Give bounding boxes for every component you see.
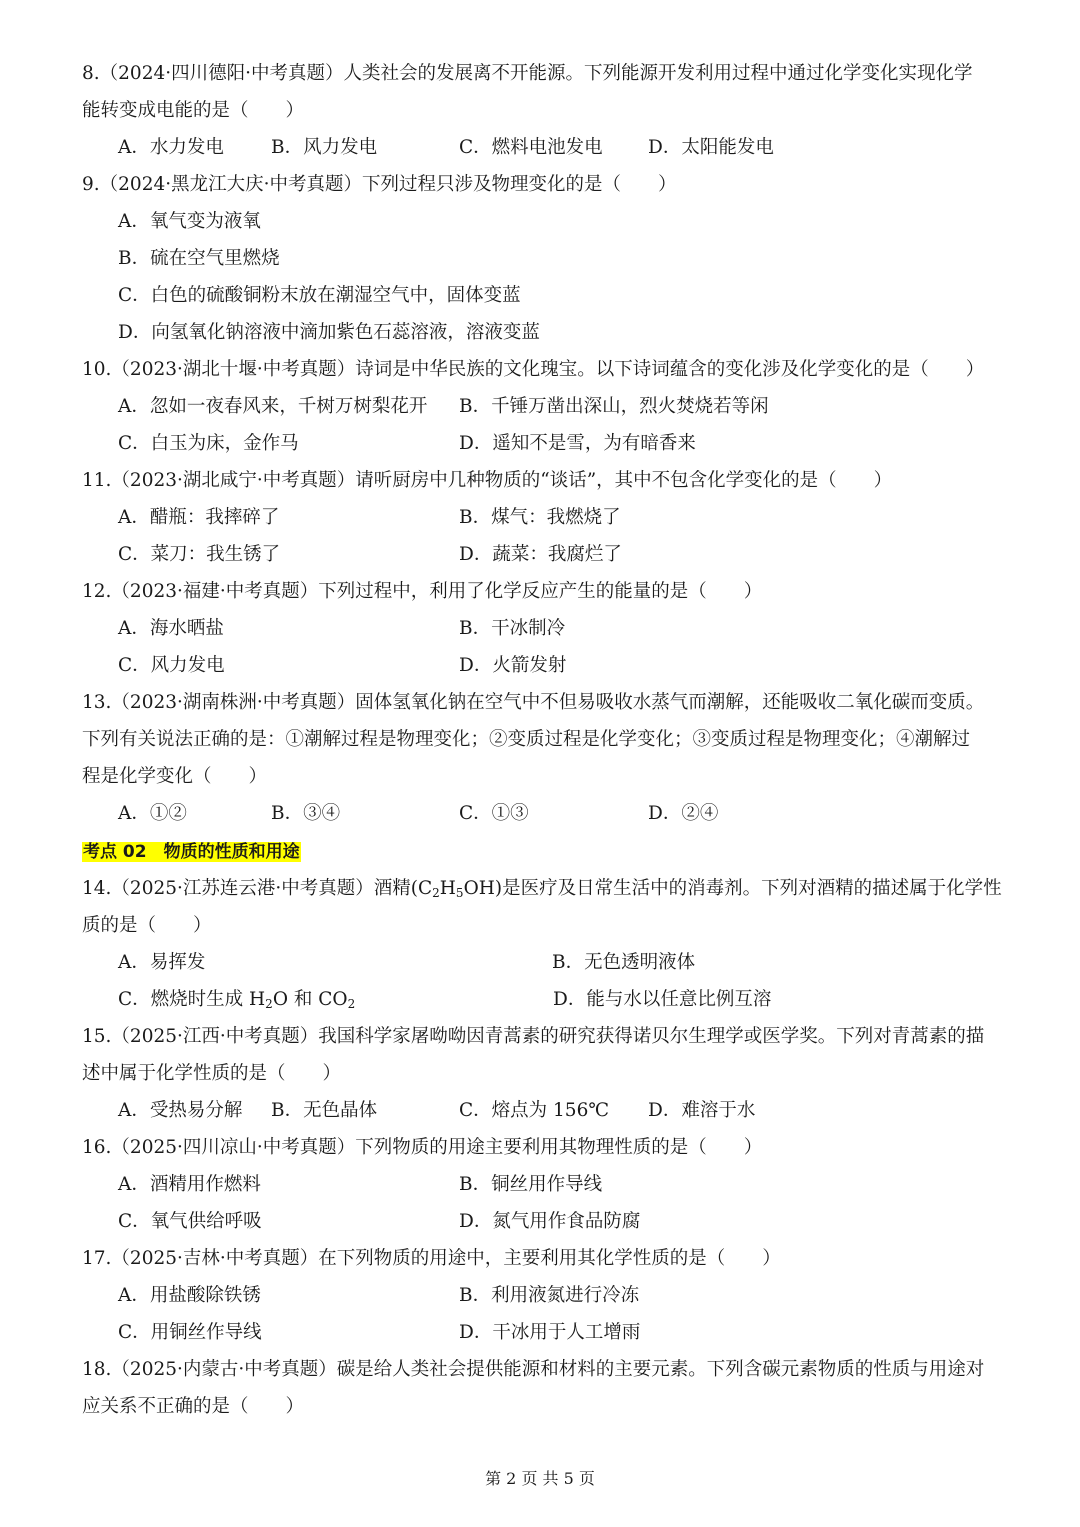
q13-option-b: B．③④ [271,803,341,824]
q12-option-d: D．火箭发射 [459,655,567,676]
q14-stem-line1 [82,877,1002,901]
q10-option-d: D．遥知不是雪，为有暗香来 [459,433,696,454]
q10-stem: 10.（2023·湖北十堰·中考真题）诗词是中华民族的文化瑰宝。以下诗词蕴含的变化涉及化学变化的是（ ） [82,359,985,380]
q16-option-b: B．铜丝用作导线 [459,1174,603,1195]
q8-option-c: C．燃料电池发电 [459,137,603,158]
q9-option-d: D．向氢氧化钠溶液中滴加紫色石蕊溶液，溶液变蓝 [118,322,540,343]
q11-option-a: A．醋瓶：我摔碎了 [118,507,280,528]
q17-stem: 17.（2025·吉林·中考真题）在下列物质的用途中，主要利用其化学性质的是（ ） [82,1248,781,1269]
q13-stem-line2: 下列有关说法正确的是：①潮解过程是物理变化；②变质过程是化学变化；③变质过程是物理变化；④潮解过 [82,729,971,750]
q14-option-c-sub-2: 2 [347,997,356,1011]
q14-option-c-text-b: O 和 CO [272,989,348,1010]
q14-text-b: H [439,878,456,899]
q17-option-c: C．用铜丝作导线 [118,1322,262,1343]
q11-stem: 11.（2023·湖北咸宁·中考真题）请听厨房中几种物质的“谈话”，其中不包含化学变化的是（ ） [82,470,893,491]
q9-option-c: C．白色的硫酸铜粉末放在潮湿空气中，固体变蓝 [118,285,521,306]
q14-sub-2: 5 [455,886,464,900]
q13-stem-line3: 程是化学变化（ ） [82,766,268,787]
q12-option-a: A．海水晒盐 [118,618,224,639]
q8-option-a: A．水力发电 [118,137,224,158]
q9-stem: 9.（2024·黑龙江大庆·中考真题）下列过程只涉及物理变化的是（ ） [82,174,677,195]
q14-text-c: OH)是医疗及日常生活中的消毒剂。下列对酒精的描述属于化学性 [463,878,1002,899]
q11-option-c: C．菜刀：我生锈了 [118,544,281,565]
q14-option-d: D．能与水以任意比例互溶 [553,989,772,1010]
q17-option-b: B．利用液氮进行冷冻 [459,1285,640,1306]
q14-option-b: B．无色透明液体 [552,952,696,973]
q12-stem: 12.（2023·福建·中考真题）下列过程中，利用了化学反应产生的能量的是（ ） [82,581,763,602]
q16-stem: 16.（2025·四川凉山·中考真题）下列物质的用途主要利用其物理性质的是（ ） [82,1137,763,1158]
q13-stem-line1: 13.（2023·湖南株洲·中考真题）固体氢氧化钠在空气中不但易吸收水蒸气而潮解，还能吸收二氧化碳而变质。 [82,692,985,713]
q15-stem-line2: 述中属于化学性质的是（ ） [82,1063,342,1084]
q18-stem-line1: 18.（2025·内蒙古·中考真题）碳是给人类社会提供能源和材料的主要元素。下列含碳元素物质的性质与用途对 [82,1359,985,1380]
q14-option-c-sub-1: 2 [265,997,273,1011]
q15-option-a: A．受热易分解 [118,1100,243,1121]
q14-option-a: A．易挥发 [118,952,206,973]
q17-option-a: A．用盐酸除铁锈 [118,1285,261,1306]
q14-text-a: 14.（2025·江苏连云港·中考真题）酒精(C [82,878,433,899]
q8-stem-line1: 8.（2024·四川德阳·中考真题）人类社会的发展离不开能源。下列能源开发利用过程中通过化学变化实现化学 [82,63,973,84]
section-heading [82,840,301,864]
q8-stem-line2: 能转变成电能的是（ ） [82,100,305,121]
q17-option-d: D．干冰用于人工增雨 [459,1322,641,1343]
q9-option-b: B．硫在空气里燃烧 [118,248,280,269]
q15-option-b: B．无色晶体 [271,1100,378,1121]
q16-option-a: A．酒精用作燃料 [118,1174,261,1195]
q14-sub-1: 2 [432,886,440,900]
q13-option-a: A．①② [118,803,187,824]
q14-option-c [118,988,355,1012]
page-footer: 第 2 页 共 5 页 [485,1469,595,1488]
q15-option-c: C．熔点为 156℃ [459,1100,610,1121]
q11-option-d: D．蔬菜：我腐烂了 [459,544,622,565]
q15-stem-line1: 15.（2025·江西·中考真题）我国科学家屠呦呦因青蒿素的研究获得诺贝尔生理学或医学奖。下列对青蒿素的描 [82,1026,985,1047]
q11-option-b: B．煤气：我燃烧了 [459,507,621,528]
q18-stem-line2: 应关系不正确的是（ ） [82,1396,305,1417]
q12-option-b: B．干冰制冷 [459,618,566,639]
q13-option-d: D．②④ [648,803,719,824]
q10-option-a: A．忽如一夜春风来，千树万树梨花开 [118,396,428,417]
q14-option-c-text-a: C．燃烧时生成 H [118,989,266,1010]
q13-option-c: C．①③ [459,803,529,824]
q15-option-d: D．难溶于水 [648,1100,756,1121]
q14-stem-line2: 质的是（ ） [82,915,212,936]
q9-option-a: A．氧气变为液氧 [118,211,261,232]
q10-option-c: C．白玉为床，金作马 [118,433,299,454]
q8-option-b: B．风力发电 [271,137,378,158]
q16-option-c: C．氧气供给呼吸 [118,1211,262,1232]
q10-option-b: B．千锤万凿出深山，烈火焚烧若等闲 [459,396,769,417]
section-heading-label: 考点 02 物质的性质和用途 [83,842,300,862]
q12-option-c: C．风力发电 [118,655,225,676]
q8-option-d: D．太阳能发电 [648,137,774,158]
q16-option-d: D．氮气用作食品防腐 [459,1211,641,1232]
